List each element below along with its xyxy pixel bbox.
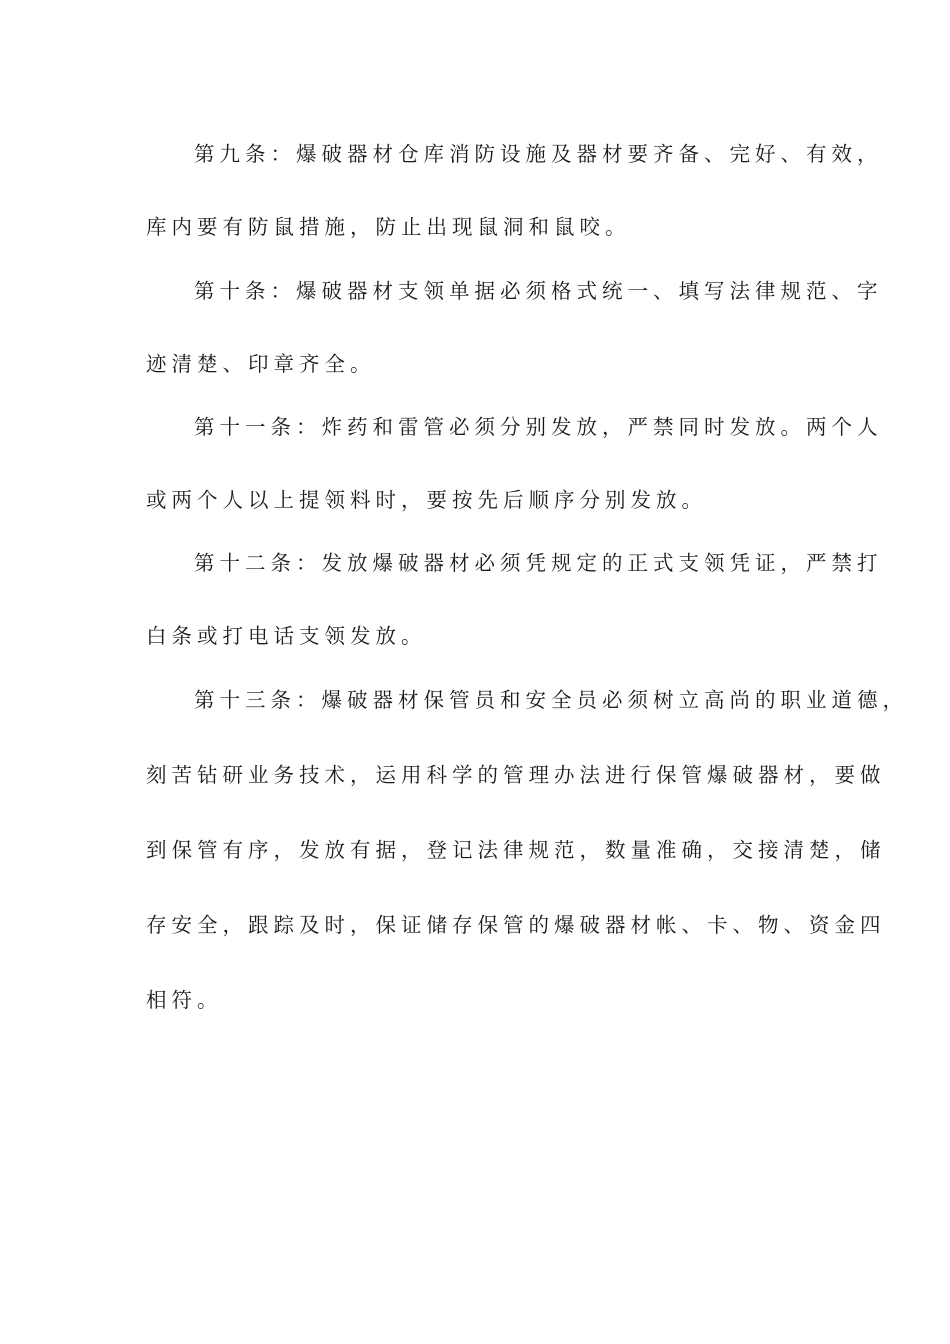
article-13-line-4: 存安全，跟踪及时，保证储存保管的爆破器材帐、卡、物、资金四 (146, 913, 886, 937)
article-11-line-2: 或两个人以上提领料时，要按先后顺序分别发放。 (146, 488, 707, 512)
article-12-line-2: 白条或打电话支领发放。 (146, 624, 427, 648)
article-9-line-1: 第九条：爆破器材仓库消防设施及器材要齐备、完好、有效， (194, 142, 883, 166)
article-13-line-2: 刻苦钻研业务技术，运用科学的管理办法进行保管爆破器材，要做 (146, 763, 886, 787)
article-11-line-1: 第十一条：炸药和雷管必须分别发放，严禁同时发放。两个人 (194, 415, 883, 439)
article-13-line-1: 第十三条：爆破器材保管员和安全员必须树立高尚的职业道德， (194, 688, 908, 712)
article-12-line-1: 第十二条：发放爆破器材必须凭规定的正式支领凭证，严禁打 (194, 551, 883, 575)
article-9-line-2: 库内要有防鼠措施，防止出现鼠洞和鼠咬。 (146, 215, 631, 239)
article-13-line-3: 到保管有序，发放有据，登记法律规范，数量准确，交接清楚，储 (146, 838, 886, 862)
article-10-line-1: 第十条：爆破器材支领单据必须格式统一、填写法律规范、字 (194, 279, 883, 303)
article-13-line-5: 相符。 (146, 988, 223, 1012)
article-10-line-2: 迹清楚、印章齐全。 (146, 352, 376, 376)
